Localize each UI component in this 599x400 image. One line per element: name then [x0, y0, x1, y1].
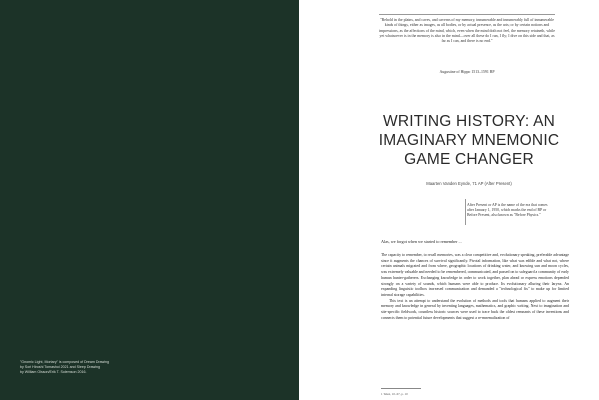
body-paragraph-2: This text is an attempt to understand the evolution of methods and tools that humans applied to augment their memory and knowledge in general by inventing languages, mathematics, and graphic writing. Next to imagination and site-specific fieldwork, countless historic sources were used to trace back the oldest remnants of these inventions and connects them to potential future developments that suggest a re-mnemalization of	[381, 298, 569, 320]
left-page	[0, 0, 299, 400]
footnote-rule	[381, 388, 421, 389]
intro-line: Alas, we forgot when we started to remember ...	[381, 239, 462, 244]
epigraph: "Behold in the plains, and caves, and caverns of my memory, innumerable and innumerably full of innumerable kinds of things, either as images, as all bodies, or by actual presence, as the arts; or by certain notions and impressions, as the affections of the mind, which, even when the mind doth not feel, the memory retaineth, while yet whatsoever is in the memory is also in the mind—over all these do I run, I fly; I dive on this side and that, as far as I can, and there is no end."	[379, 18, 555, 44]
right-page	[299, 0, 599, 400]
sidenote-rule	[465, 199, 466, 225]
epigraph-source: Augustine of Hippo 1513–1591 BP	[439, 70, 495, 74]
image-caption: "Gnomic Light, Mortary" is composed of Dream Drawing by Sori Hiroshi Tomashoi 2021 and Sleep Drawing by William Olsson/Erik T. Solemson 2016.	[20, 360, 110, 374]
article-title: WRITING HISTORY: AN IMAGINARY MNEMONIC GAME CHANGER	[378, 113, 560, 168]
epigraph-rule	[379, 14, 555, 15]
sidenote: After Present or AP is the name of the era that comes after January 1, 1950, which marks the end of BP or Before Present, also known as "Before Physics."	[467, 203, 548, 218]
footnote: 1 Tekst, 10–67, p. 10	[381, 392, 408, 396]
article-author: Maarten Vanden Eynde, 71 AP (After Present)	[426, 181, 512, 186]
body-paragraph-1: The capacity to remember, to recall memories, was a clear competitive and, evolutionary speaking, preferable advantage since it augments the chances of survival significantly. Pivotal information, like what was edible and what not, where certain animals migrated and from where, geographic locations of drinking water, and knowing sun and moon cycles, was extremely valuable and needed to be remembered, communicated, and passed on to safeguard a community of early human hunter-gatherers. Exchanging knowledge in order to work together, plan ahead or express emotions depended strongly on a variety of sounds, which humans were able to produce. Its evolutionary alluring their larynx. An expanding linguistic toolbox increased communication and demanded a "technological fix" to make up for limited internal storage capabilities.	[381, 253, 569, 297]
body-text	[381, 253, 569, 321]
